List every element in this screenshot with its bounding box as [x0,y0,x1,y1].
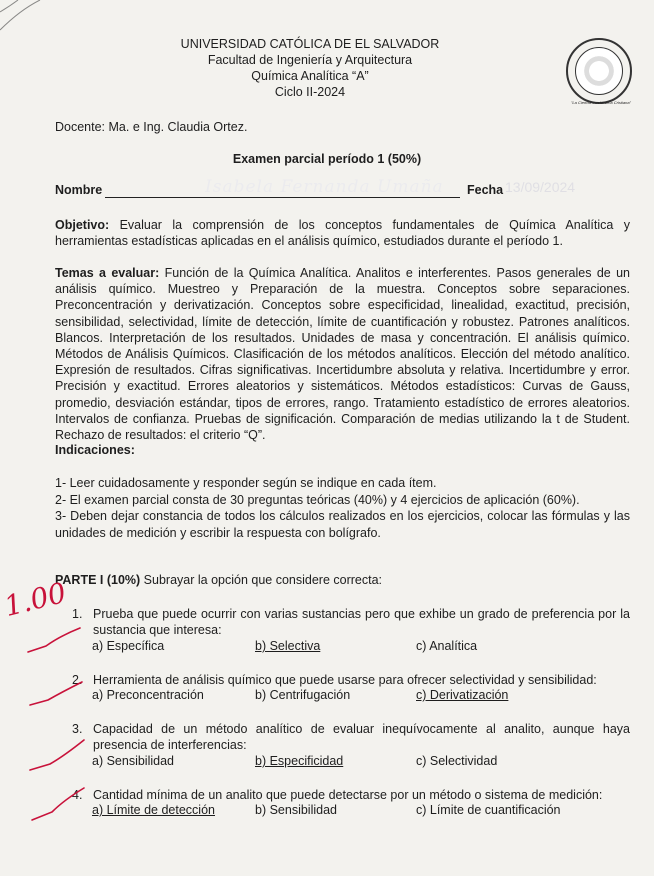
document-header [150,36,470,100]
topics-paragraph [55,265,630,443]
indication-item: 3- Deben dejar constancia de todos los cálculos realizados en los ejercicios, colocar las fórmulas y las unidades de medición y escribir la respuesta con bolígrafo. [55,509,630,540]
option-c-selected[interactable]: c) Derivatización [416,688,509,702]
question-3 [72,721,630,753]
seal-motto: "La Ciencia con Mística Cristiana" [571,100,631,105]
handwritten-score: 1.00 [0,575,70,624]
indication-item: 1- Leer cuidadosamente y responder según se indique en cada ítem. [55,476,437,490]
corner-scan-line [0,0,40,30]
corner-scan-line [0,0,18,12]
indications-title: Indicaciones: [55,443,135,457]
question-text: Prueba que puede ocurrir con varias sustancias pero que exhibe un grado de preferencia por la sustancia que interesa: [93,607,630,637]
objective-paragraph [55,217,630,249]
university-name: UNIVERSIDAD CATÓLICA DE EL SALVADOR [180,37,440,51]
university-seal [566,38,632,104]
indications-list [55,475,630,541]
objective-label: Objetivo: [55,218,110,232]
question-number: 2. [72,673,83,687]
course-name: Química Analítica “A” [251,69,369,83]
topics-text: Función de la Química Analítica. Analitos e interferentes. Pasos generales de un análisis químico. Muestreo y Preparación de la muestra. Conceptos sobre separaciones. Preconcentración y derivatización. Conceptos sobre especificidad, linealidad, exactitud, precisión, sensibilidad, selectividad, límite de detección, límite de cuantificación y robustez. Patrones analíticos. Blancos. Interpretación de los resultados. Unidades de masa y concentración. El análisis químico. Métodos de Análisis Químicos. Clasificación de los métodos analíticos. Elección del método analítico. Expresión de resultados. Cifras significativas. Incertidumbre absoluta y relativa. Incertidumbre y error. Precisión y exactitud. Errores aleatorios y sistemáticos. Métodos estadísticos: Curvas de Gauss, promedio, desviación estándar, tipos de errores, rango. Tratamiento estadístico de errores aleatorios. Intervalos de confianza. Pruebas de significación. Comparación de medias utilizando la t de Student. Rechazo de resultados: el criterio “Q”. [55,266,630,443]
question-number: 1. [72,607,83,621]
name-label: Nombre [55,183,103,197]
teacher-line: Docente: Ma. e Ing. Claudia Ortez. [55,120,248,134]
question-3-options [92,754,612,770]
name-underline [105,197,460,198]
question-4 [72,787,630,803]
option-a[interactable]: a) Preconcentración [92,688,204,702]
option-b[interactable]: b) Sensibilidad [255,803,337,817]
cycle-label: Ciclo II-2024 [274,85,346,99]
seal-emblem-icon [575,47,623,95]
date-label: Fecha [467,183,504,197]
part-one-instruction: Subrayar la opción que considere correcta: [140,573,383,587]
option-c[interactable]: c) Límite de cuantificación [416,803,561,817]
question-2-options [92,688,612,704]
option-c[interactable]: c) Selectividad [416,754,498,768]
topics-label: Temas a evaluar: [55,266,160,280]
option-b-selected[interactable]: b) Selectiva [255,639,321,653]
student-info-row [55,177,630,201]
question-2 [72,672,630,688]
question-1-options [92,639,612,655]
option-a[interactable]: a) Sensibilidad [92,754,174,768]
question-4-options [92,803,612,819]
date-value: 13/09/2024 [505,179,576,195]
part-one-heading [55,573,382,587]
part-one-label: PARTE I (10%) [55,573,141,587]
question-text: Cantidad mínima de un analito que puede detectarse por un método o sistema de medición: [93,788,603,802]
name-value: Isabela Fernanda Umaña [205,177,444,197]
question-number: 4. [72,788,83,802]
option-c[interactable]: c) Analítica [416,639,478,653]
option-b[interactable]: b) Centrifugación [255,688,351,702]
option-a-selected[interactable]: a) Límite de detección [92,803,215,817]
option-a[interactable]: a) Específica [92,639,165,653]
objective-text: Evaluar la comprensión de los conceptos fundamentales de Química Analítica y herramientas estadísticas aplicadas en el análisis químico, estudiados durante el período 1. [55,218,630,249]
question-text: Capacidad de un método analítico de evaluar inequívocamente al analito, aunque haya presencia de interferencias: [93,722,630,752]
faculty-name: Facultad de Ingeniería y Arquitectura [207,53,413,67]
question-text: Herramienta de análisis químico que puede usarse para ofrecer selectividad y sensibilidad: [93,673,597,687]
question-number: 3. [72,722,83,736]
option-b-selected[interactable]: b) Especificidad [255,754,344,768]
indication-item: 2- El examen parcial consta de 30 preguntas teóricas (40%) y 4 ejercicios de aplicación (60%). [55,492,580,507]
exam-title: Examen parcial período 1 (50%) [232,152,422,166]
question-1 [72,606,630,638]
